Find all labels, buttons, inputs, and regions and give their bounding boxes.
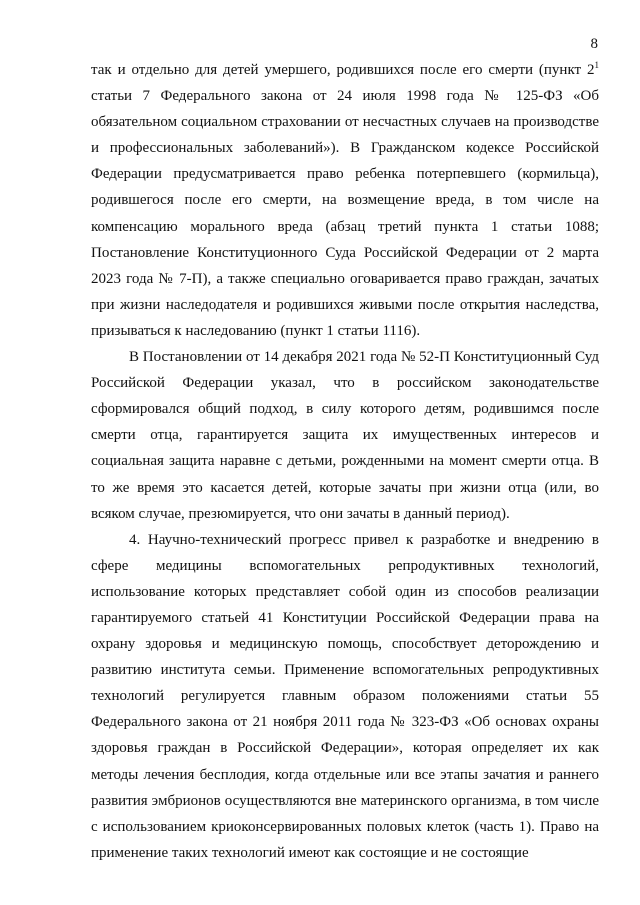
- paragraph-continuation: [91, 57, 599, 344]
- paragraph-item-4: 4. Научно-технический прогресс привел к разработке и внедрению в сфере медицины вспомогательных репродуктивных технологий, использование которых представляет собой один из способов реализации гарантируемого статьей 41 Конституции Российской Федерации права на охрану здоровья и медицинскую помощь, способствует деторождению и развитию института семьи. Применение вспомогательных репродуктивных технологий регулируется главным образом положениями статьи 55 Федерального закона от 21 ноября 2011 года № 323-ФЗ «Об основах охраны здоровья граждан в Российской Федерации», которая определяет их как методы лечения бесплодия, когда отдельные или все этапы зачатия и раннего развития эмбрионов осуществляются вне материнского организма, в том числе с использованием криоконсервированных половых клеток (часть 1). Право на применение таких технологий имеют как состоящие и не состоящие: [91, 531, 599, 861]
- superscript-marker: 1: [594, 60, 599, 70]
- body-text: [91, 57, 599, 866]
- paragraph-text: статьи 7 Федерального закона от 24 июля 1998 года № 125-ФЗ «Об обязательном социальном страховании от несчастных случаев на производстве и профессиональных заболеваний»). В Гражданском кодексе Российской Федерации предусматривается право ребенка потерпевшего (кормильца), родившегося после его смерти, на возмещение вреда, в том числе на компенсацию морального вреда (абзац третий пункта 1 статьи 1088; Постановление Конституционного Суда Российской Федерации от 2 марта 2023 года № 7-П), а также специально оговаривается право граждан, зачатых при жизни наследодателя и родившихся живыми после открытия наследства, призываться к наследованию (пункт 1 статьи 1116).: [91, 88, 599, 339]
- page-number: 8: [590, 36, 598, 52]
- paragraph-postanovlenie: В Постановлении от 14 декабря 2021 года № 52-П Конституционный Суд Российской Федерации указал, что в российском законодательстве сформировался общий подход, в силу которого детям, родившимся после смерти отца, гарантируется защита их имущественных интересов и социальная защита наравне с детьми, рожденными на момент смерти отца. В то же время это касается детей, которые зачаты при жизни отца (или, во всяком случае, презюмируется, что они зачаты в данный период).: [91, 349, 599, 522]
- paragraph-text: так и отдельно для детей умершего, родившихся после его смерти (пункт 2: [91, 62, 595, 78]
